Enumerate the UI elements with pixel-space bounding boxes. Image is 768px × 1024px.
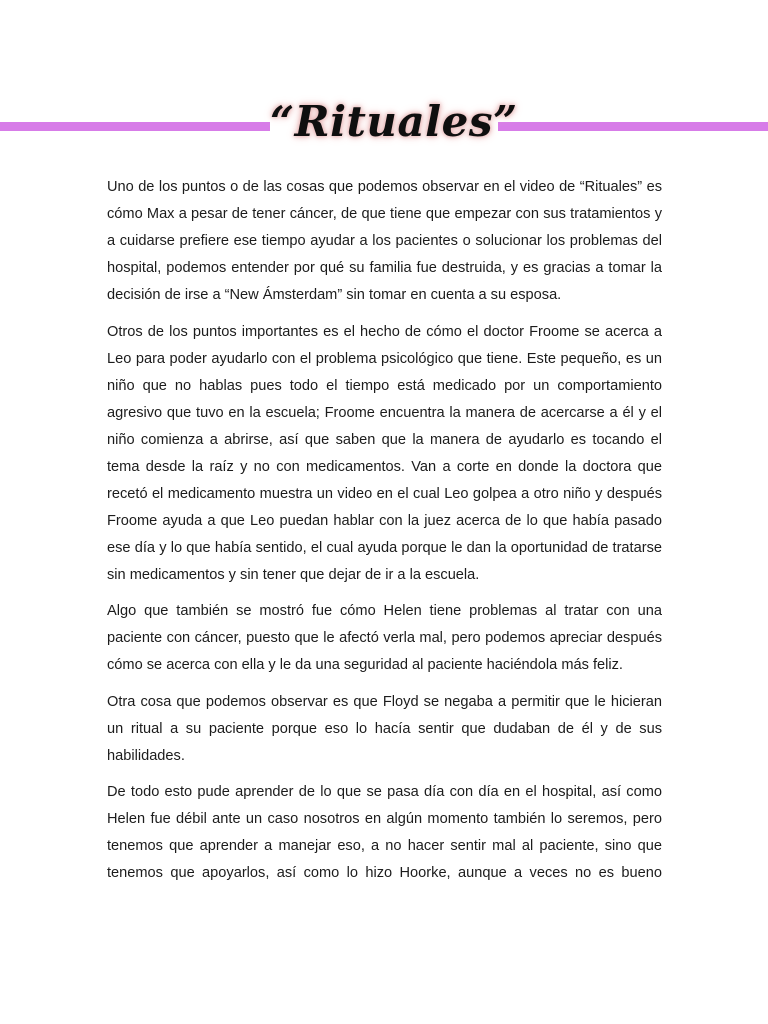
document-title: “Rituales” [270,97,518,146]
paragraph-2: Otros de los puntos importantes es el hecho de cómo el doctor Froome se acerca a Leo para poder ayudarlo con el problema psicológico que tiene. Este pequeño, es un niño que no hablas pues todo el tiempo está medicado por un comportamiento agresivo que tuvo en la escuela; Froome encuentra la manera de acercarse a él y el niño comienza a abrirse, así que saben que la manera de ayudarlo es tocando el tema desde la raíz y no con medicamentos. Van a corte en donde la doctora que recetó el medicamento muestra un video en el cual Leo golpea a otro niño y después Froome ayuda a que Leo puedan hablar con la juez acerca de lo que había pasado ese día y lo que había sentido, el cual ayuda porque le dan la oportunidad de tratarse sin medicamentos y sin tener que dejar de ir a la escuela. [107,323,662,583]
paragraph-5: De todo esto pude aprender de lo que se pasa día con día en el hospital, así como Helen fue débil ante un caso nosotros en algún momento también lo seremos, pero tenemos que aprender a manejar eso, a no hacer sentir mal al paciente, sino que tenemos que apoyarlos, así como lo hizo Hoorke, aunque a veces no es bueno [107,784,662,881]
title-container [270,92,518,162]
paragraph-1: Uno de los puntos o de las cosas que podemos observar en el video de “Rituales” es cómo Max a pesar de tener cáncer, de que tiene que empezar con sus tratamientos y a cuidarse prefiere ese tiempo ayudar a los pacientes o solucionar los problemas del hospital, podemos entender por qué su familia fue destruida, y es gracias a tomar la decisión de irse a “New Ámsterdam” sin tomar en cuenta a su esposa. [107,179,662,303]
paragraph-4: Otra cosa que podemos observar es que Floyd se negaba a permitir que le hicieran un ritual a su paciente porque eso lo hacía sentir que dudaban de él y de sus habilidades. [107,693,662,764]
paragraph-3: Algo que también se mostró fue cómo Helen tiene problemas al tratar con una paciente con cáncer, puesto que le afectó verla mal, pero podemos apreciar después cómo se acerca con ella y le da una seguridad al paciente haciéndola más feliz. [107,603,662,673]
document-body [107,174,662,897]
